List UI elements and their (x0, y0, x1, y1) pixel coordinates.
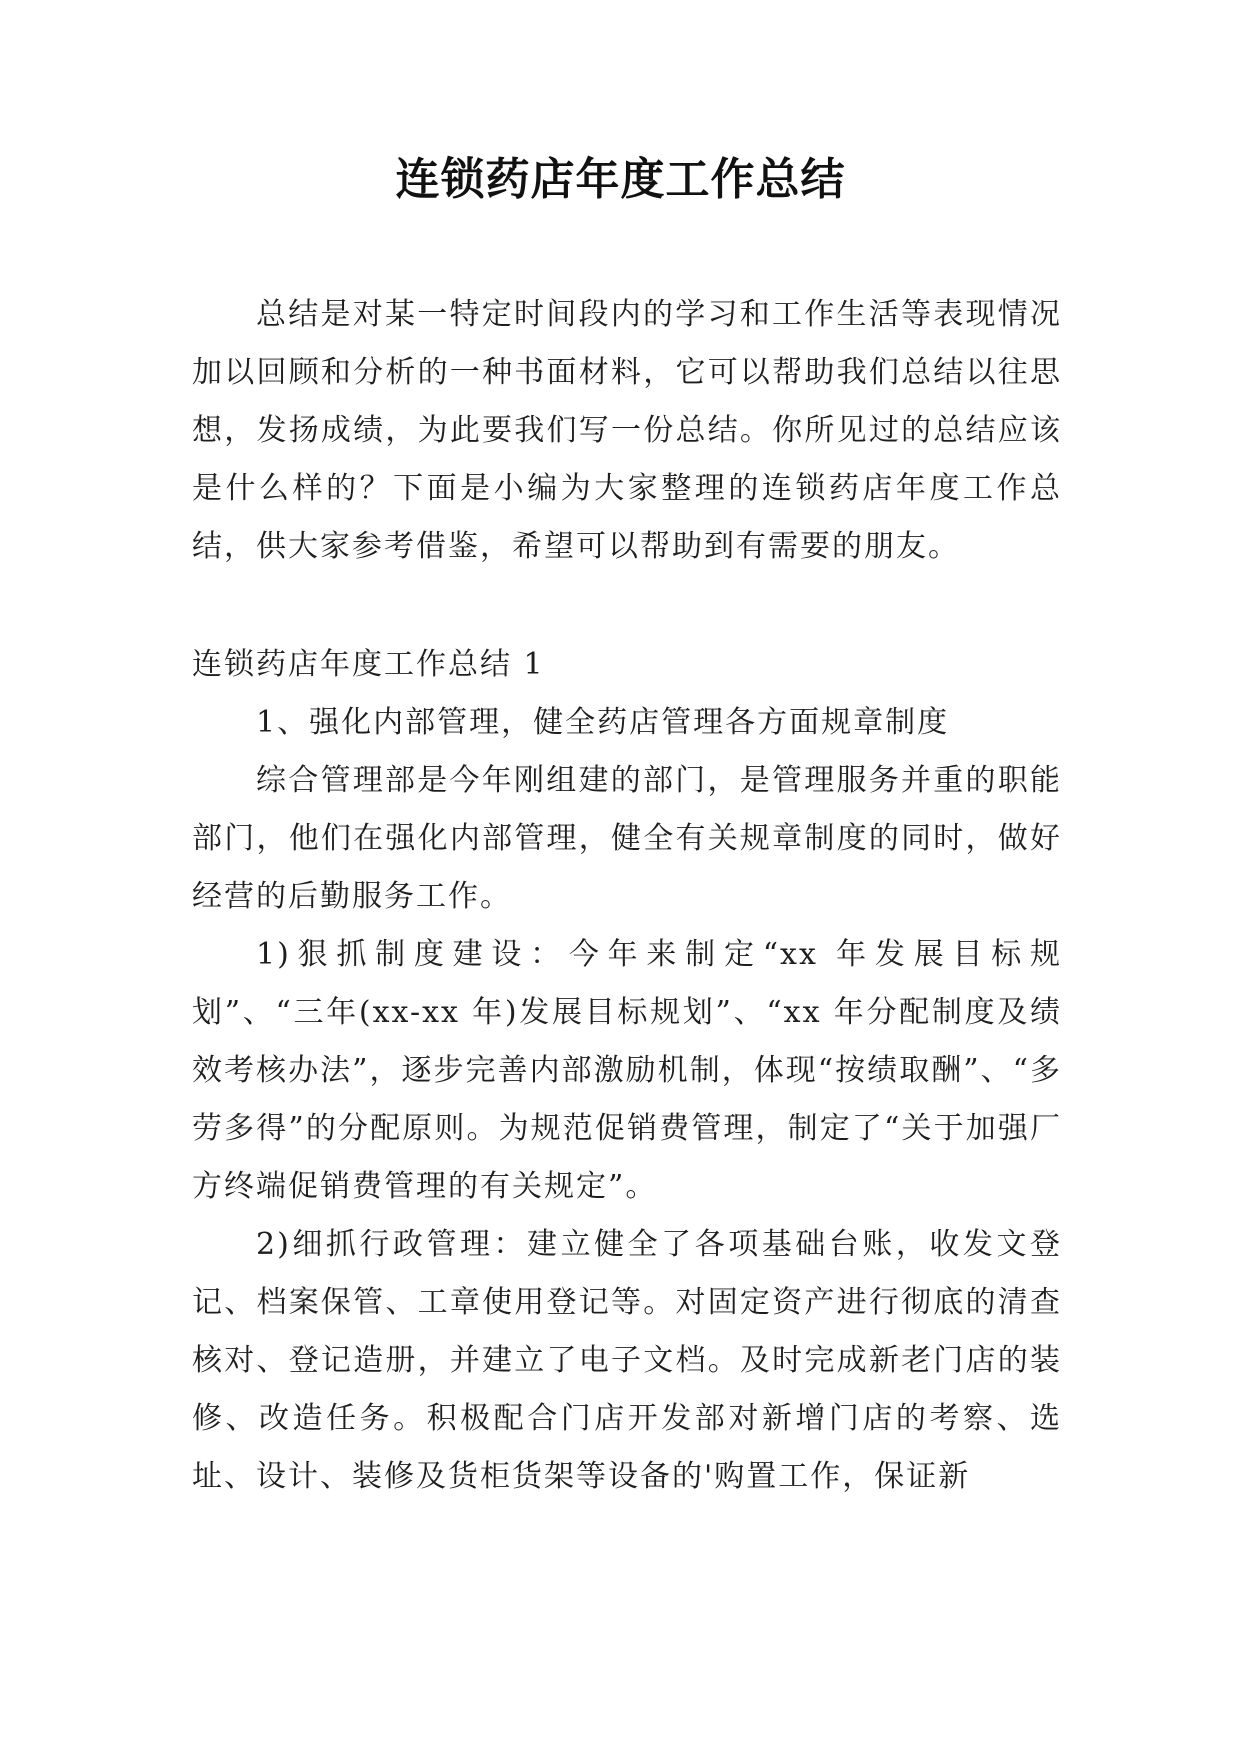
section-title: 连锁药店年度工作总结 1 (192, 647, 545, 682)
document-title: 连锁药店年度工作总结 (395, 154, 846, 205)
document-body (192, 286, 1062, 1506)
paragraph-2: 1)狠抓制度建设：今年来制定“xx 年发展目标规划”、“三年(xx-xx 年)发展目标规划”、“xx 年分配制度及绩效考核办法”，逐步完善内部激励机制，体现“按绩取酬”、“多劳多得”的分配原则。为规范促销费管理，制定了“关于加强厂方终端促销费管理的有关规定”。 (192, 937, 1062, 1204)
paragraph-1: 综合管理部是今年刚组建的部门，是管理服务并重的职能部门，他们在强化内部管理，健全有关规章制度的同时，做好经营的后勤服务工作。 (192, 763, 1062, 914)
paragraph-3: 2)细抓行政管理：建立健全了各项基础台账，收发文登记、档案保管、工章使用登记等。对固定资产进行彻底的清查核对、登记造册，并建立了电子文档。及时完成新老门店的装修、改造任务。积极配合门店开发部对新增门店的考察、选址、设计、装修及货柜货架等设备的'购置工作，保证新 (192, 1227, 1062, 1494)
section-heading-1: 1、强化内部管理，健全药店管理各方面规章制度 (256, 705, 950, 740)
intro-paragraph: 总结是对某一特定时间段内的学习和工作生活等表现情况加以回顾和分析的一种书面材料，它可以帮助我们总结以往思想，发扬成绩，为此要我们写一份总结。你所见过的总结应该是什么样的？下面是小编为大家整理的连锁药店年度工作总结，供大家参考借鉴，希望可以帮助到有需要的朋友。 (192, 297, 1062, 564)
